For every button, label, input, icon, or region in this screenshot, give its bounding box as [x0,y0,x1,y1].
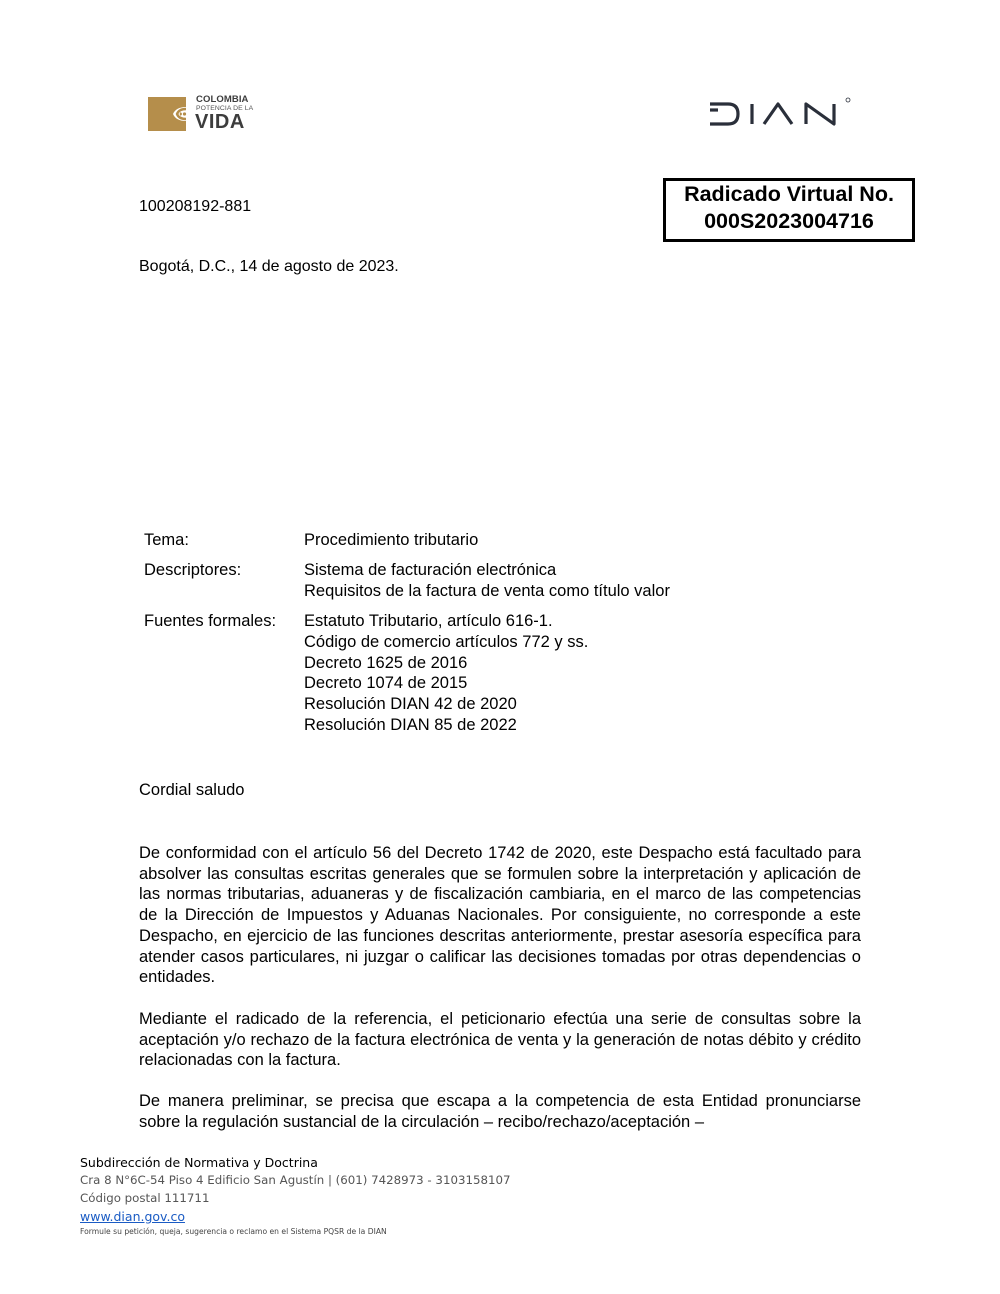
meta-label-tema: Tema: [144,531,189,549]
footer-postal-code: Código postal 111711 [80,1191,210,1205]
radicado-label: Radicado Virtual No. [684,182,894,206]
meta-value: Sistema de facturación electrónica [304,561,557,580]
colombia-logo-mark-icon [146,93,188,135]
footer-website-link[interactable]: www.dian.gov.co [80,1209,185,1224]
paragraph-2: Mediante el radicado de la referencia, el peticionario efectúa una serie de consultas sobre la aceptación y/o rechazo de la factura electrónica de venta y la generación de notas débito y crédito relacionadas con la factura. [139,1010,861,1070]
date-line: Bogotá, D.C., 14 de agosto de 2023. [139,258,399,275]
logo-text-vida: VIDA [195,111,245,133]
meta-value: Decreto 1625 de 2016 [304,653,468,672]
meta-value: Procedimiento tributario [304,531,479,549]
greeting: Cordial saludo [139,781,245,799]
footer-address: Cra 8 N°6C-54 Piso 4 Edificio San Agustín | (601) 7428973 - 3103158107 [80,1173,511,1187]
meta-label-fuentes: Fuentes formales: [144,612,277,631]
footer-title: Subdirección de Normativa y Doctrina [80,1155,318,1170]
meta-row-tema [144,530,670,551]
radicado-box [663,178,915,242]
dian-logo [708,96,854,130]
meta-label-descriptores: Descriptores: [144,561,242,580]
meta-row-descriptores [144,560,670,601]
meta-value: Decreto 1074 de 2015 [304,674,468,693]
meta-value: Requisitos de la factura de venta como título valor [304,581,670,600]
footer-pqsr-note: Formule su petición, queja, sugerencia o reclamo en el Sistema PQSR de la DIAN [80,1227,387,1236]
reference-table [144,530,670,735]
meta-value: Código de comercio artículos 772 y ss. [304,632,589,651]
meta-value: Resolución DIAN 42 de 2020 [304,694,517,713]
paragraph-3: De manera preliminar, se precisa que escapa a la competencia de esta Entidad pronunciarse sobre la regulación sustancial de la circulación – recibo/rechazo/aceptación – [139,1092,861,1131]
meta-value: Estatuto Tributario, artículo 616-1. [304,612,553,631]
radicado-number: 000S2023004716 [704,209,874,233]
logo-text-potencia: POTENCIA DE LA [196,105,254,112]
colombia-potencia-de-la-vida-logo [146,92,266,136]
paragraph-1: De conformidad con el artículo 56 del Decreto 1742 de 2020, este Despacho está facultado para absolver las consultas escritas generales que se formulen sobre la interpretación y aplicación de las normas tributarias, aduaneras y de fiscalización cambiaria, en el marco de las competencias de la Dirección de Impuestos y Aduanas Nacionales. Por consiguiente, no corresponde a este Despacho, en ejercicio de las funciones descritas anteriormente, prestar asesoría específica para atender casos particulares, ni juzgar o calificar las decisiones tomadas por otras dependencias o entidades. [139,844,861,987]
logo-text-colombia: COLOMBIA [196,94,249,105]
meta-row-fuentes [144,611,670,735]
meta-value: Resolución DIAN 85 de 2022 [304,715,517,734]
document-number: 100208192-881 [139,198,252,215]
